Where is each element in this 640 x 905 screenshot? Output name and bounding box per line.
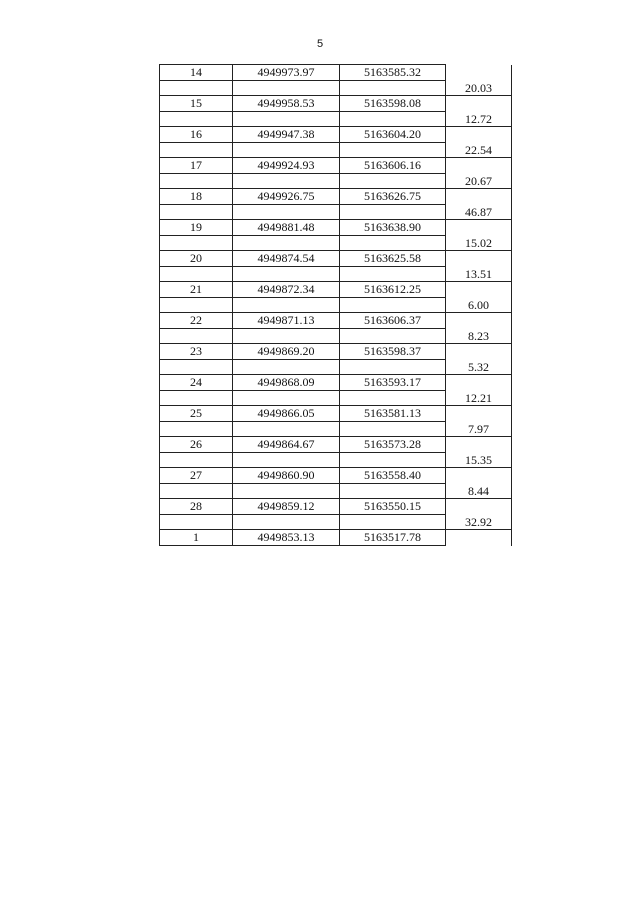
table-row (160, 189, 512, 205)
table-row (160, 205, 512, 220)
table-row (160, 127, 512, 143)
distance-cell-empty (446, 96, 512, 112)
distance-cell: 15.02 (446, 236, 512, 251)
blank-cell (233, 112, 340, 127)
y-coordinate-cell: 5163598.08 (340, 96, 446, 112)
distance-cell-empty (446, 344, 512, 360)
table-row (160, 143, 512, 158)
y-coordinate-cell: 5163606.37 (340, 313, 446, 329)
distance-cell: 8.44 (446, 484, 512, 499)
distance-cell-empty (446, 158, 512, 174)
y-coordinate-cell: 5163612.25 (340, 282, 446, 298)
table-row (160, 437, 512, 453)
blank-cell (340, 205, 446, 220)
blank-cell (160, 267, 233, 282)
blank-cell (233, 174, 340, 189)
blank-cell (160, 360, 233, 375)
table-row (160, 251, 512, 267)
distance-cell: 22.54 (446, 143, 512, 158)
blank-cell (233, 143, 340, 158)
blank-cell (160, 329, 233, 344)
point-number-cell: 23 (160, 344, 233, 360)
x-coordinate-cell: 4949947.38 (233, 127, 340, 143)
distance-cell: 13.51 (446, 267, 512, 282)
distance-cell-empty (446, 282, 512, 298)
y-coordinate-cell: 5163593.17 (340, 375, 446, 391)
y-coordinate-cell: 5163558.40 (340, 468, 446, 484)
distance-cell-empty (446, 468, 512, 484)
y-coordinate-cell: 5163581.13 (340, 406, 446, 422)
x-coordinate-cell: 4949881.48 (233, 220, 340, 236)
blank-cell (160, 298, 233, 313)
x-coordinate-cell: 4949869.20 (233, 344, 340, 360)
blank-cell (340, 484, 446, 499)
blank-cell (233, 205, 340, 220)
blank-cell (340, 174, 446, 189)
table-row (160, 174, 512, 189)
point-number-cell: 22 (160, 313, 233, 329)
blank-cell (233, 484, 340, 499)
table-row (160, 468, 512, 484)
table-row (160, 515, 512, 530)
table-row (160, 236, 512, 251)
blank-cell (340, 515, 446, 530)
y-coordinate-cell: 5163604.20 (340, 127, 446, 143)
distance-cell-empty (446, 437, 512, 453)
blank-cell (233, 81, 340, 96)
distance-cell-empty (446, 65, 512, 81)
x-coordinate-cell: 4949973.97 (233, 65, 340, 81)
y-coordinate-cell: 5163585.32 (340, 65, 446, 81)
blank-cell (160, 453, 233, 468)
distance-cell-empty (446, 406, 512, 422)
x-coordinate-cell: 4949958.53 (233, 96, 340, 112)
blank-cell (340, 453, 446, 468)
table-row (160, 298, 512, 313)
table-row (160, 484, 512, 499)
blank-cell (233, 236, 340, 251)
blank-cell (340, 422, 446, 437)
blank-cell (340, 298, 446, 313)
blank-cell (160, 143, 233, 158)
blank-cell (233, 515, 340, 530)
distance-cell: 12.72 (446, 112, 512, 127)
distance-cell: 46.87 (446, 205, 512, 220)
table-row (160, 220, 512, 236)
distance-cell-empty (446, 251, 512, 267)
table-row (160, 158, 512, 174)
table-row (160, 530, 512, 546)
blank-cell (340, 391, 446, 406)
point-number-cell: 25 (160, 406, 233, 422)
blank-cell (160, 515, 233, 530)
blank-cell (233, 360, 340, 375)
blank-cell (233, 329, 340, 344)
table-row (160, 406, 512, 422)
distance-cell-empty (446, 127, 512, 143)
point-number-cell: 15 (160, 96, 233, 112)
distance-cell-empty (446, 530, 512, 546)
point-number-cell: 1 (160, 530, 233, 546)
blank-cell (160, 205, 233, 220)
y-coordinate-cell: 5163638.90 (340, 220, 446, 236)
distance-cell-empty (446, 375, 512, 391)
table-row (160, 499, 512, 515)
table-row (160, 422, 512, 437)
x-coordinate-cell: 4949926.75 (233, 189, 340, 205)
table-row (160, 391, 512, 406)
distance-cell: 20.67 (446, 174, 512, 189)
blank-cell (233, 453, 340, 468)
coordinates-table-body (160, 65, 512, 546)
table-row (160, 360, 512, 375)
point-number-cell: 27 (160, 468, 233, 484)
y-coordinate-cell: 5163550.15 (340, 499, 446, 515)
table-row (160, 375, 512, 391)
point-number-cell: 16 (160, 127, 233, 143)
point-number-cell: 21 (160, 282, 233, 298)
y-coordinate-cell: 5163625.58 (340, 251, 446, 267)
x-coordinate-cell: 4949860.90 (233, 468, 340, 484)
blank-cell (340, 143, 446, 158)
y-coordinate-cell: 5163606.16 (340, 158, 446, 174)
distance-cell-empty (446, 499, 512, 515)
blank-cell (160, 484, 233, 499)
distance-cell-empty (446, 313, 512, 329)
point-number-cell: 24 (160, 375, 233, 391)
distance-cell: 7.97 (446, 422, 512, 437)
blank-cell (233, 298, 340, 313)
table-row (160, 282, 512, 298)
blank-cell (340, 236, 446, 251)
x-coordinate-cell: 4949859.12 (233, 499, 340, 515)
blank-cell (233, 267, 340, 282)
table-row (160, 81, 512, 96)
distance-cell: 32.92 (446, 515, 512, 530)
x-coordinate-cell: 4949872.34 (233, 282, 340, 298)
point-number-cell: 17 (160, 158, 233, 174)
y-coordinate-cell: 5163517.78 (340, 530, 446, 546)
blank-cell (340, 267, 446, 282)
blank-cell (233, 391, 340, 406)
table-row (160, 313, 512, 329)
table-row (160, 329, 512, 344)
blank-cell (340, 112, 446, 127)
distance-cell-empty (446, 220, 512, 236)
distance-cell: 12.21 (446, 391, 512, 406)
point-number-cell: 14 (160, 65, 233, 81)
distance-cell: 8.23 (446, 329, 512, 344)
table-row (160, 344, 512, 360)
point-number-cell: 26 (160, 437, 233, 453)
blank-cell (160, 236, 233, 251)
blank-cell (160, 81, 233, 96)
blank-cell (160, 174, 233, 189)
blank-cell (160, 112, 233, 127)
table-row (160, 96, 512, 112)
distance-cell-empty (446, 189, 512, 205)
x-coordinate-cell: 4949866.05 (233, 406, 340, 422)
distance-cell: 20.03 (446, 81, 512, 96)
point-number-cell: 20 (160, 251, 233, 267)
distance-cell: 6.00 (446, 298, 512, 313)
page-number: 5 (316, 38, 324, 50)
point-number-cell: 18 (160, 189, 233, 205)
table-row (160, 112, 512, 127)
table-row (160, 453, 512, 468)
x-coordinate-cell: 4949924.93 (233, 158, 340, 174)
blank-cell (340, 81, 446, 96)
y-coordinate-cell: 5163598.37 (340, 344, 446, 360)
y-coordinate-cell: 5163573.28 (340, 437, 446, 453)
blank-cell (160, 422, 233, 437)
blank-cell (160, 391, 233, 406)
x-coordinate-cell: 4949853.13 (233, 530, 340, 546)
table-row (160, 65, 512, 81)
x-coordinate-cell: 4949874.54 (233, 251, 340, 267)
point-number-cell: 19 (160, 220, 233, 236)
coordinates-table (159, 64, 512, 546)
distance-cell: 5.32 (446, 360, 512, 375)
blank-cell (340, 360, 446, 375)
x-coordinate-cell: 4949864.67 (233, 437, 340, 453)
x-coordinate-cell: 4949871.13 (233, 313, 340, 329)
blank-cell (340, 329, 446, 344)
table-row (160, 267, 512, 282)
x-coordinate-cell: 4949868.09 (233, 375, 340, 391)
blank-cell (233, 422, 340, 437)
point-number-cell: 28 (160, 499, 233, 515)
y-coordinate-cell: 5163626.75 (340, 189, 446, 205)
distance-cell: 15.35 (446, 453, 512, 468)
